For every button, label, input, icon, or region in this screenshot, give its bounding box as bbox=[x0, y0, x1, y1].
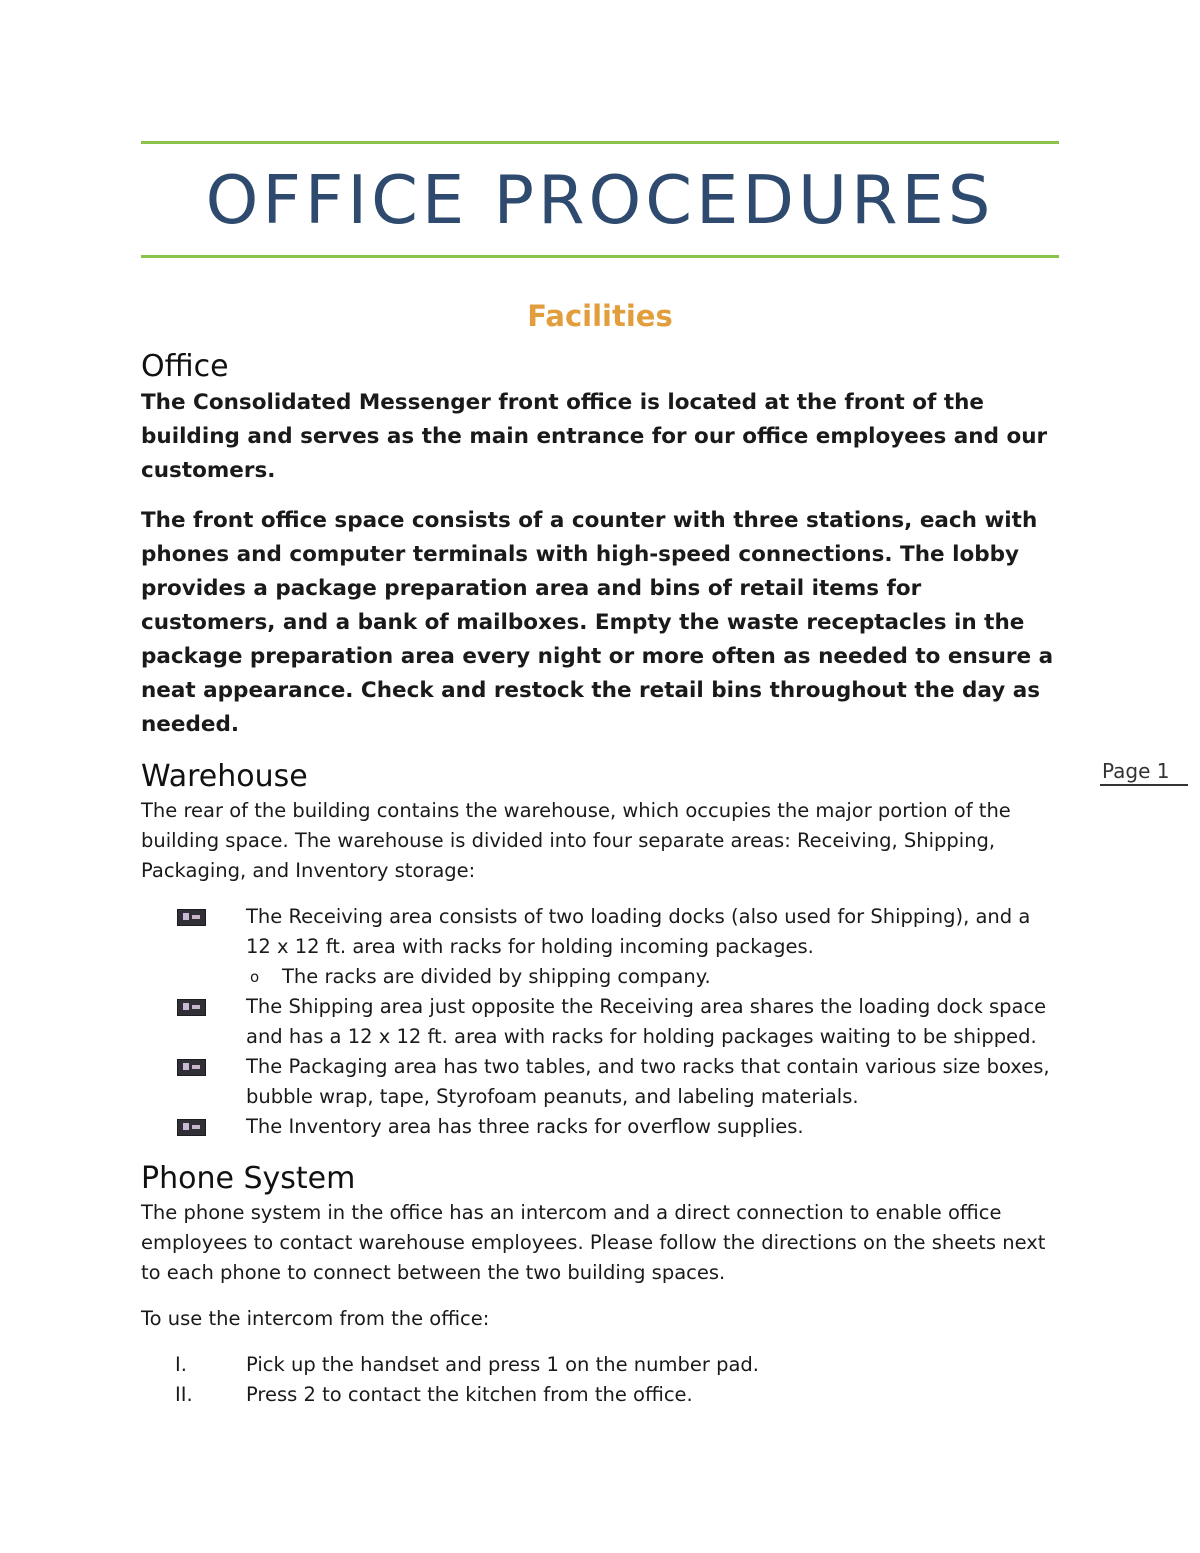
picture-bullet-icon bbox=[177, 909, 206, 926]
office-section bbox=[141, 348, 1059, 742]
sub-list-item bbox=[246, 962, 1059, 992]
office-paragraph-1: The Consolidated Messenger front office is located at the front of the building and serves as the main entrance for our office employees and our customers. bbox=[141, 390, 1048, 483]
sub-list bbox=[246, 962, 1059, 992]
warehouse-area-list bbox=[141, 902, 1059, 1142]
office-heading: Office bbox=[141, 349, 229, 384]
title-bottom-rule bbox=[141, 255, 1059, 258]
list-item-text: Pick up the handset and press 1 on the number pad. bbox=[246, 1353, 760, 1376]
phone-system-heading: Phone System bbox=[141, 1161, 356, 1196]
picture-bullet-icon bbox=[177, 999, 206, 1016]
document-body bbox=[141, 348, 1059, 1410]
list-item bbox=[141, 1052, 1059, 1112]
intercom-steps-list bbox=[141, 1350, 1059, 1410]
warehouse-section bbox=[141, 758, 1059, 1142]
office-paragraph-2: The front office space consists of a counter with three stations, each with phones and computer terminals with high-speed connections. The lobby provides a package preparation area and bins of retail items for customers, and a bank of mailboxes. Empty the waste receptacles in the package preparation area every night or more often as needed to ensure a neat appearance. Check and restock the retail bins throughout the day as needed. bbox=[141, 508, 1054, 737]
list-item bbox=[141, 902, 1059, 992]
document-title: OFFICE PROCEDURES bbox=[205, 161, 995, 239]
list-item bbox=[141, 1350, 1059, 1380]
list-item bbox=[141, 1112, 1059, 1142]
list-item bbox=[141, 992, 1059, 1052]
list-marker: I. bbox=[175, 1353, 187, 1376]
phone-system-section bbox=[141, 1160, 1059, 1410]
warehouse-heading: Warehouse bbox=[141, 759, 308, 794]
list-item-text: The Packaging area has two tables, and two racks that contain various size boxes, bubble wrap, tape, Styrofoam peanuts, and labeling materials. bbox=[246, 1055, 1050, 1108]
picture-bullet-icon bbox=[177, 1119, 206, 1136]
section-title: Facilities bbox=[527, 299, 673, 333]
list-item-text: The Shipping area just opposite the Receiving area shares the loading dock space and has a 12 x 12 ft. area with racks for holding packages waiting to be shipped. bbox=[246, 995, 1047, 1048]
picture-bullet-icon bbox=[177, 1059, 206, 1076]
warehouse-intro: The rear of the building contains the warehouse, which occupies the major portion of the building space. The warehouse is divided into four separate areas: Receiving, Shipping, Packaging, and Inventory storage: bbox=[141, 799, 1011, 882]
phone-system-paragraph: The phone system in the office has an intercom and a direct connection to enable office employees to contact warehouse employees. Please follow the directions on the sheets next to each phone to connect between the two building spaces. bbox=[141, 1201, 1046, 1284]
list-item-text: The Inventory area has three racks for overflow supplies. bbox=[246, 1115, 804, 1138]
list-item-text: The Receiving area consists of two loading docks (also used for Shipping), and a 12 x 12 ft. area with racks for holding incoming packages. bbox=[246, 905, 1031, 958]
sub-list-item-text: The racks are divided by shipping company. bbox=[282, 965, 711, 988]
list-item bbox=[141, 1380, 1059, 1410]
title-top-rule bbox=[141, 141, 1059, 144]
circle-bullet-icon: o bbox=[250, 968, 260, 986]
page-number-label: Page 1 bbox=[1100, 758, 1188, 786]
list-item-text: Press 2 to contact the kitchen from the office. bbox=[246, 1383, 693, 1406]
list-marker: II. bbox=[175, 1383, 193, 1406]
intercom-intro: To use the intercom from the office: bbox=[141, 1307, 490, 1330]
